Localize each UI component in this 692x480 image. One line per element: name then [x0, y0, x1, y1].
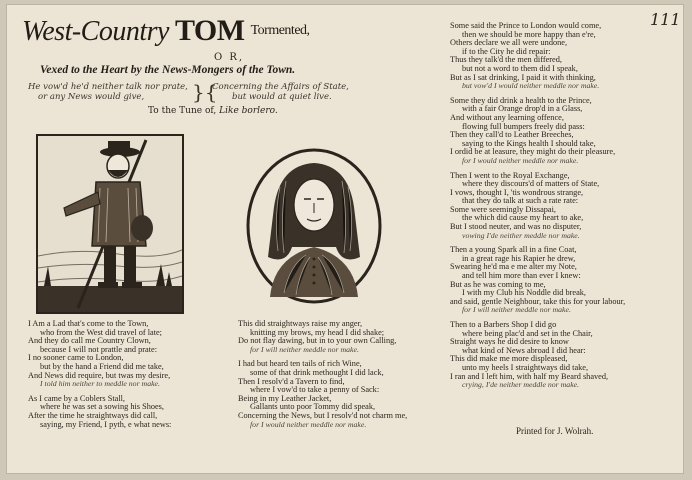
verse-line: where I vow'd to take a penny of Sack:: [250, 385, 380, 395]
tune-name: Like borlero.: [219, 106, 278, 116]
verse-line: And News did require, but twas my desire,: [28, 370, 171, 380]
verse-line: I no sooner came to London,: [28, 353, 124, 363]
intro-verse-left: [28, 82, 188, 102]
verse-line: the which did cause my heart to ake,: [462, 213, 584, 223]
verse-line: Then they call'd to Leather Breeches,: [450, 130, 574, 140]
verse-line: then we should be more happy than e're,: [462, 29, 596, 39]
ballad-column-c: [450, 22, 625, 390]
verse-line: As I came by a Coblers Stall,: [28, 393, 126, 403]
verse-line: and tell him more than ever I knew:: [462, 271, 581, 281]
printer-imprint: Printed for J. Wolrah.: [516, 426, 594, 436]
verse-line: that they do talk at such a rate rate:: [462, 196, 579, 206]
verse-line: but by the hand a Friend did me take,: [40, 361, 164, 371]
intro-verse-right-line-1: Concerning the Affairs of State,: [212, 82, 349, 92]
ballad-column-a: [28, 320, 171, 429]
title-part-2: TOM: [174, 14, 245, 47]
verse-line: knitting my brows, my head I did shake;: [250, 327, 385, 337]
tune-line: [148, 106, 278, 116]
woodcut-countryman-image: [36, 134, 184, 314]
verse-line: for I will neither meddle nor make.: [250, 344, 359, 354]
verse-line: Swearing he'd ma e me alter my Note,: [450, 262, 577, 272]
intro-verse-right: [212, 82, 349, 102]
verse-line: but not a word to them did I speak,: [462, 63, 578, 73]
verse-line: for I would neither meddle nor make.: [462, 155, 579, 165]
verse-line: But as he was coming to me,: [450, 279, 546, 289]
title-part-1: West-Country: [22, 16, 169, 47]
intro-verse-right-line-2: but would at quiet live.: [232, 92, 332, 102]
title-or: O R,: [214, 52, 245, 63]
verse-line: crying, I'de neither meddle nor make.: [462, 380, 580, 390]
intro-verse-left-line-1: He vow'd he'd neither talk nor prate,: [28, 82, 188, 92]
verse-line: unto my heels I straightways did take,: [462, 362, 589, 372]
verse-line: but vow'd I would neither meddle nor make.: [462, 81, 600, 91]
verse-line: and said, gentle Neighbour, take this for your labour,: [450, 296, 626, 306]
verse-line: saying, my Friend, I pyth, e what news:: [40, 419, 172, 429]
verse-line: Straight ways he did desire to know: [450, 337, 569, 347]
oval-portrait-image: [244, 147, 384, 305]
tune-prefix: To the Tune of,: [148, 106, 217, 116]
verse-line: Some they did drink a health to the Prince,: [450, 95, 592, 105]
verse-line: I told him neither to meddle nor make.: [40, 379, 160, 389]
verse-line: with a fair Orange drop'd in a Glass,: [462, 104, 583, 114]
verse-line: This did straightways raise my anger,: [238, 319, 363, 328]
brace-ornament: }{: [192, 80, 218, 104]
verse-line: But I stood neuter, and was no disputer,: [450, 222, 582, 232]
verse-line: some of that drink methought I did lack,: [250, 367, 384, 377]
verse-line: And without any learning offence,: [450, 112, 564, 122]
ballad-title: [22, 14, 442, 48]
page-number: 111: [650, 10, 681, 29]
verse-line: where being plac'd and set in the Chair,: [462, 328, 593, 338]
ballad-column-b: [238, 320, 407, 429]
verse-line: Others declare we all were undone,: [450, 38, 568, 48]
verse-line: for I would neither meddle nor make.: [250, 419, 367, 429]
verse-line: flowing full bumpers freely did pass:: [462, 121, 585, 131]
verse-line: I ordid be at leasure, they might do their pleasure,: [450, 147, 616, 157]
verse-line: saying to the Kings health I should take,: [462, 138, 596, 148]
verse-line: I Am a Lad that's come to the Town,: [28, 319, 149, 328]
verse-line: Then I went to the Royal Exchange,: [450, 170, 570, 180]
verse-line: This did make me more displeased,: [450, 354, 568, 364]
verse-line: Gallants unto poor Tommy did speak,: [250, 402, 376, 412]
verse-line: if to the City he did repair:: [462, 46, 551, 56]
verse-line: Do not flay dawing, but in to your own Calling,: [238, 336, 397, 346]
broadside-sheet: [6, 4, 684, 474]
ballad-subtitle: Vexed to the Heart by the News-Mongers of the Town.: [40, 64, 296, 76]
verse-line: Being in my Leather Jacket,: [238, 393, 332, 403]
verse-line: where he was set a sowing his Shoes,: [40, 402, 164, 412]
verse-line: After the time he straightways did call,: [28, 410, 158, 420]
verse-line: Concerning the News, but I resolv'd not charm me,: [238, 410, 408, 420]
verse-line: I ran and I left him, with half my Beard shaved,: [450, 371, 609, 381]
verse-line: But as I sat drinking, I paid it with thinking,: [450, 72, 596, 82]
verse-line: in a great rage his Rapier he drew,: [462, 253, 576, 263]
countryman-illustration: [38, 136, 182, 312]
verse-line: I had but heard ten tails of rich Wine,: [238, 359, 362, 369]
verse-line: where they discours'd of matters of State,: [462, 179, 600, 189]
verse-line: what kind of News abroad I did hear:: [462, 345, 586, 355]
verse-line: Then to a Barbers Shop I did go: [450, 320, 557, 329]
verse-line: for I will neither meddle nor make.: [462, 305, 571, 315]
verse-line: Thus they talk'd the men differed,: [450, 55, 562, 65]
verse-line: And they do call me Country Clown,: [28, 336, 151, 346]
verse-line: Then I resolv'd a Tavern to find,: [238, 376, 345, 386]
portrait-illustration: [244, 147, 384, 305]
verse-line: Some were seemingly Dissapai,: [450, 204, 556, 214]
intro-verse-left-line-2: or any News would give,: [38, 92, 145, 102]
verse-line: I with my Club his Noddle did break,: [462, 288, 586, 298]
verse-line: vowing I'de neither meddle nor make.: [462, 230, 580, 240]
verse-line: Some said the Prince to London would come,: [450, 21, 602, 30]
verse-line: I vows, thought I, 'tis wondrous strange,: [450, 187, 584, 197]
verse-line: who from the West did travel of late;: [40, 327, 162, 337]
verse-line: Then a young Spark all in a fine Coat,: [450, 245, 577, 255]
verse-line: because I will not prattle and prate:: [40, 344, 158, 354]
title-part-3: Tormented,: [250, 23, 310, 38]
